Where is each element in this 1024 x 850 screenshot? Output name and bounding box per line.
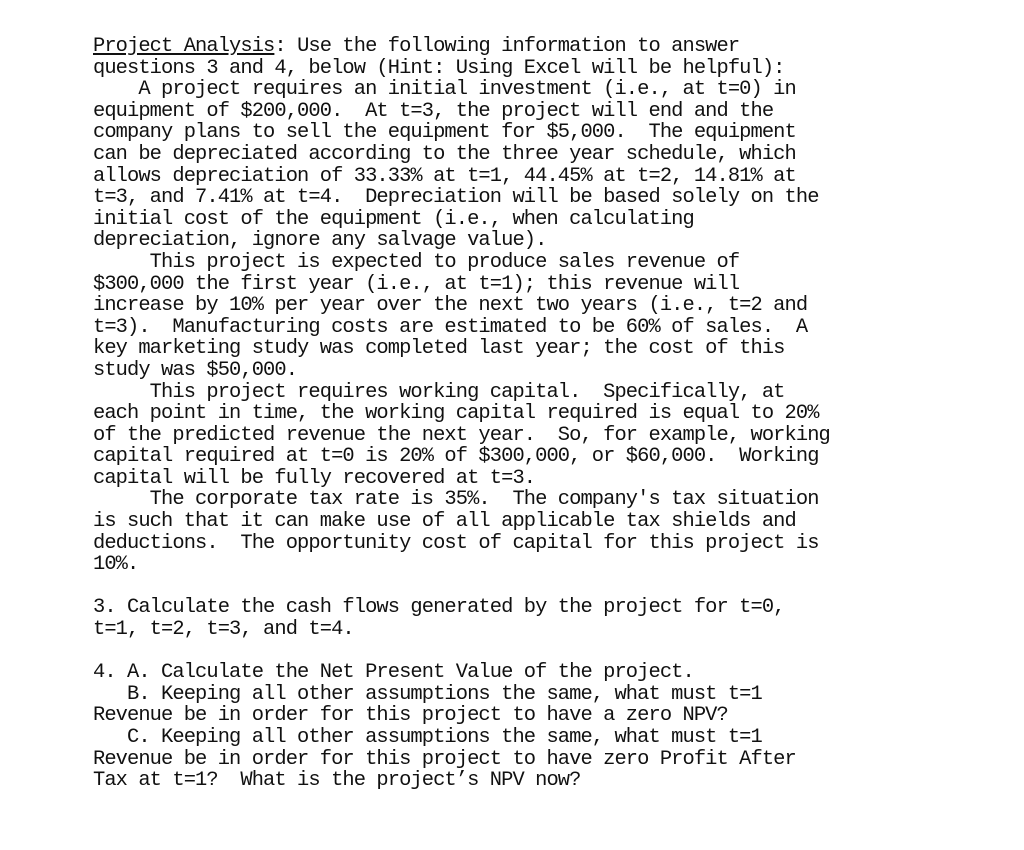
text-line: 10%. bbox=[93, 553, 139, 577]
heading-line bbox=[93, 36, 973, 58]
text-line: company plans to sell the equipment for $5,000. The equipment bbox=[93, 121, 796, 145]
text-line: This project requires working capital. Specifically, at bbox=[93, 380, 785, 404]
question-4c-line: Revenue be in order for this project to have zero Profit After bbox=[93, 747, 796, 771]
text-line: increase by 10% per year over the next two years (i.e., t=2 and bbox=[93, 294, 808, 318]
text-line: A project requires an initial investment (i.e., at t=0) in bbox=[93, 78, 796, 102]
spacer bbox=[93, 576, 973, 598]
text-line: can be depreciated according to the three year schedule, which bbox=[93, 142, 796, 166]
text-line: key marketing study was completed last year; the cost of this bbox=[93, 337, 785, 361]
text-line: capital will be fully recovered at t=3. bbox=[93, 466, 536, 490]
question-4a-line: 4. A. Calculate the Net Present Value of the project. bbox=[93, 661, 694, 685]
text-line: equipment of $200,000. At t=3, the project will end and the bbox=[93, 99, 774, 123]
text-line: deductions. The opportunity cost of capital for this project is bbox=[93, 531, 819, 555]
question-4c-line: Tax at t=1? What is the project’s NPV now? bbox=[93, 769, 581, 793]
text-line: each point in time, the working capital required is equal to 20% bbox=[93, 402, 819, 426]
text-line: capital required at t=0 is 20% of $300,000, or $60,000. Working bbox=[93, 445, 819, 469]
question-3-line: 3. Calculate the cash flows generated by the project for t=0, bbox=[93, 596, 785, 620]
text-line: The corporate tax rate is 35%. The company's tax situation bbox=[93, 488, 819, 512]
text-line: t=3, and 7.41% at t=4. Depreciation will be based solely on the bbox=[93, 186, 819, 210]
question-3-line: t=1, t=2, t=3, and t=4. bbox=[93, 618, 354, 642]
document-page bbox=[93, 36, 973, 792]
heading-intro: : Use the following information to answer bbox=[274, 35, 740, 58]
text-line: study was $50,000. bbox=[93, 358, 298, 382]
question-4c-line: C. Keeping all other assumptions the same, what must t=1 bbox=[93, 726, 762, 749]
text-line: questions 3 and 4, below (Hint: Using Excel will be helpful): bbox=[93, 56, 785, 80]
spacer bbox=[93, 641, 973, 663]
text-line: t=3). Manufacturing costs are estimated to be 60% of sales. A bbox=[93, 315, 808, 339]
text-line: $300,000 the first year (i.e., at t=1); this revenue will bbox=[93, 272, 740, 296]
text-line: initial cost of the equipment (i.e., when calculating bbox=[93, 207, 694, 231]
text-line: is such that it can make use of all applicable tax shields and bbox=[93, 510, 796, 534]
text-line: depreciation, ignore any salvage value). bbox=[93, 229, 547, 253]
question-4b-line: B. Keeping all other assumptions the same, what must t=1 bbox=[93, 682, 762, 706]
heading-title: Project Analysis bbox=[93, 35, 275, 58]
text-line: This project is expected to produce sales revenue of bbox=[93, 250, 740, 274]
text-line: of the predicted revenue the next year. So, for example, working bbox=[93, 423, 830, 447]
question-4b-line: Revenue be in order for this project to have a zero NPV? bbox=[93, 704, 728, 728]
text-line: allows depreciation of 33.33% at t=1, 44.45% at t=2, 14.81% at bbox=[93, 164, 796, 188]
